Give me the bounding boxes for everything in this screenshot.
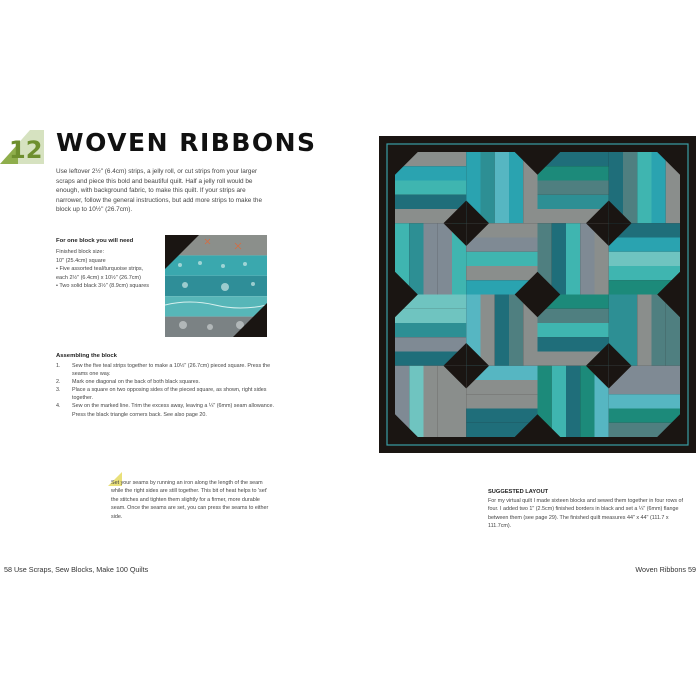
chapter-number-badge xyxy=(0,128,44,164)
assembling-heading: Assembling the block xyxy=(56,353,117,359)
quilt-strip xyxy=(495,295,509,366)
quilt-strip xyxy=(424,223,438,294)
quilt-strip xyxy=(609,252,680,266)
quilt-strip xyxy=(609,394,680,408)
quilt-strip xyxy=(538,181,609,195)
quilt-strip xyxy=(623,152,637,223)
suggested-layout-text: For my virtual quilt I made sixteen blocks and sewed them together in four rows of four. I added two 1" (2.5cm) finished borders in black and set a ¼" (6mm) flange between them (see page 29). The finished quilt measures 44" x 44" (111.7 x 111.7cm). xyxy=(488,498,684,530)
quilt-photo xyxy=(379,136,696,453)
quilt-strip xyxy=(481,152,495,223)
block-line: • Five assorted teal/turquoise strips, xyxy=(56,266,144,272)
block-requirements-list xyxy=(56,248,162,291)
quilt-strip xyxy=(509,152,523,223)
quilt-strip xyxy=(637,295,651,366)
quilt-strip xyxy=(538,166,609,180)
quilt-strip xyxy=(509,295,523,366)
quilt-strip xyxy=(538,195,609,209)
quilt-strip xyxy=(652,152,666,223)
quilt-strip xyxy=(466,394,537,408)
intro-paragraph: Use leftover 2½" (6.4cm) strips, a jelly roll, or cut strips from your larger scraps and piece this bold and beautiful quilt. Half a jelly roll would be enough, with background fabric, to make this quilt. If your strips are narrower, follow the general instructions, but add more strips to make the block up to 10½" (26.7cm). xyxy=(56,168,263,214)
block-line: 10" (25.4cm) square xyxy=(56,257,106,264)
chapter-title: WOVEN RIBBONS xyxy=(56,128,317,157)
footer-left: 58 Use Scraps, Sew Blocks, Make 100 Quilts xyxy=(4,565,149,574)
quilt-strip xyxy=(623,295,637,366)
quilt-strip xyxy=(580,366,594,437)
block-line: each 2½" (6.4cm) x 10½" (26.7cm) xyxy=(56,274,141,281)
quilt-strip xyxy=(609,409,680,423)
tip-text: Set your seams by running an iron along the length of the seam while the right sides are still together. This bit of heat helps to 'set' the stitches and tighten them slightly for a firmer, more durable seam. Once the seams are set, you can press the seams to either side. xyxy=(111,480,269,520)
quilt-strip xyxy=(438,223,452,294)
block-requirements-heading: For one block you will need xyxy=(56,238,134,244)
chapter-number: 12 xyxy=(9,136,43,164)
quilt-strip xyxy=(538,323,609,337)
quilt-strip xyxy=(466,238,537,252)
quilt-strip xyxy=(538,309,609,323)
quilt-strip xyxy=(395,323,466,337)
block-line: • Two solid black 3½" (8.9cm) squares xyxy=(56,283,150,289)
quilt-strip xyxy=(609,238,680,252)
quilt-strip xyxy=(552,223,566,294)
step-item: 1. Sew the five teal strips together to make a 10½" (26.7cm) pieced square. Press the seams one way. xyxy=(56,363,271,378)
quilt-strip xyxy=(466,380,537,394)
quilt-strip xyxy=(395,337,466,351)
quilt-strip xyxy=(538,337,609,351)
quilt-strip xyxy=(466,266,537,280)
step-item: 3. Place a square on two opposing sides of the pieced square, as shown, right sides together. xyxy=(56,387,267,402)
quilt-strip xyxy=(609,380,680,394)
quilt-strip xyxy=(552,366,566,437)
quilt-strip xyxy=(566,366,580,437)
quilt-strip xyxy=(395,195,466,209)
quilt-strip xyxy=(580,223,594,294)
block-line: Finished block size: xyxy=(56,249,104,255)
suggested-layout-heading: SUGGESTED LAYOUT xyxy=(488,489,549,495)
quilt-strip xyxy=(395,309,466,323)
step-item: 2. Mark one diagonal on the back of both black squares. xyxy=(56,379,200,386)
block-photo xyxy=(165,235,267,337)
quilt-strip xyxy=(495,152,509,223)
assembling-steps xyxy=(56,362,286,419)
quilt-strip xyxy=(466,252,537,266)
footer-right: Woven Ribbons 59 xyxy=(635,565,696,574)
quilt-strip xyxy=(395,166,466,180)
quilt-strip xyxy=(609,266,680,280)
quilt-strip xyxy=(481,295,495,366)
quilt-strip xyxy=(566,223,580,294)
quilt-strip xyxy=(652,295,666,366)
quilt-strip xyxy=(395,181,466,195)
quilt-strip xyxy=(409,366,423,437)
quilt-strip xyxy=(424,366,438,437)
quilt-strip xyxy=(466,409,537,423)
quilt-strip xyxy=(438,366,452,437)
quilt-strip xyxy=(409,223,423,294)
step-item: 4. Sew on the marked line. Trim the excess away, leaving a ¼" (6mm) seam allowance. Press the black triangle corners back. See also page 20. xyxy=(56,403,274,418)
quilt-strip xyxy=(637,152,651,223)
